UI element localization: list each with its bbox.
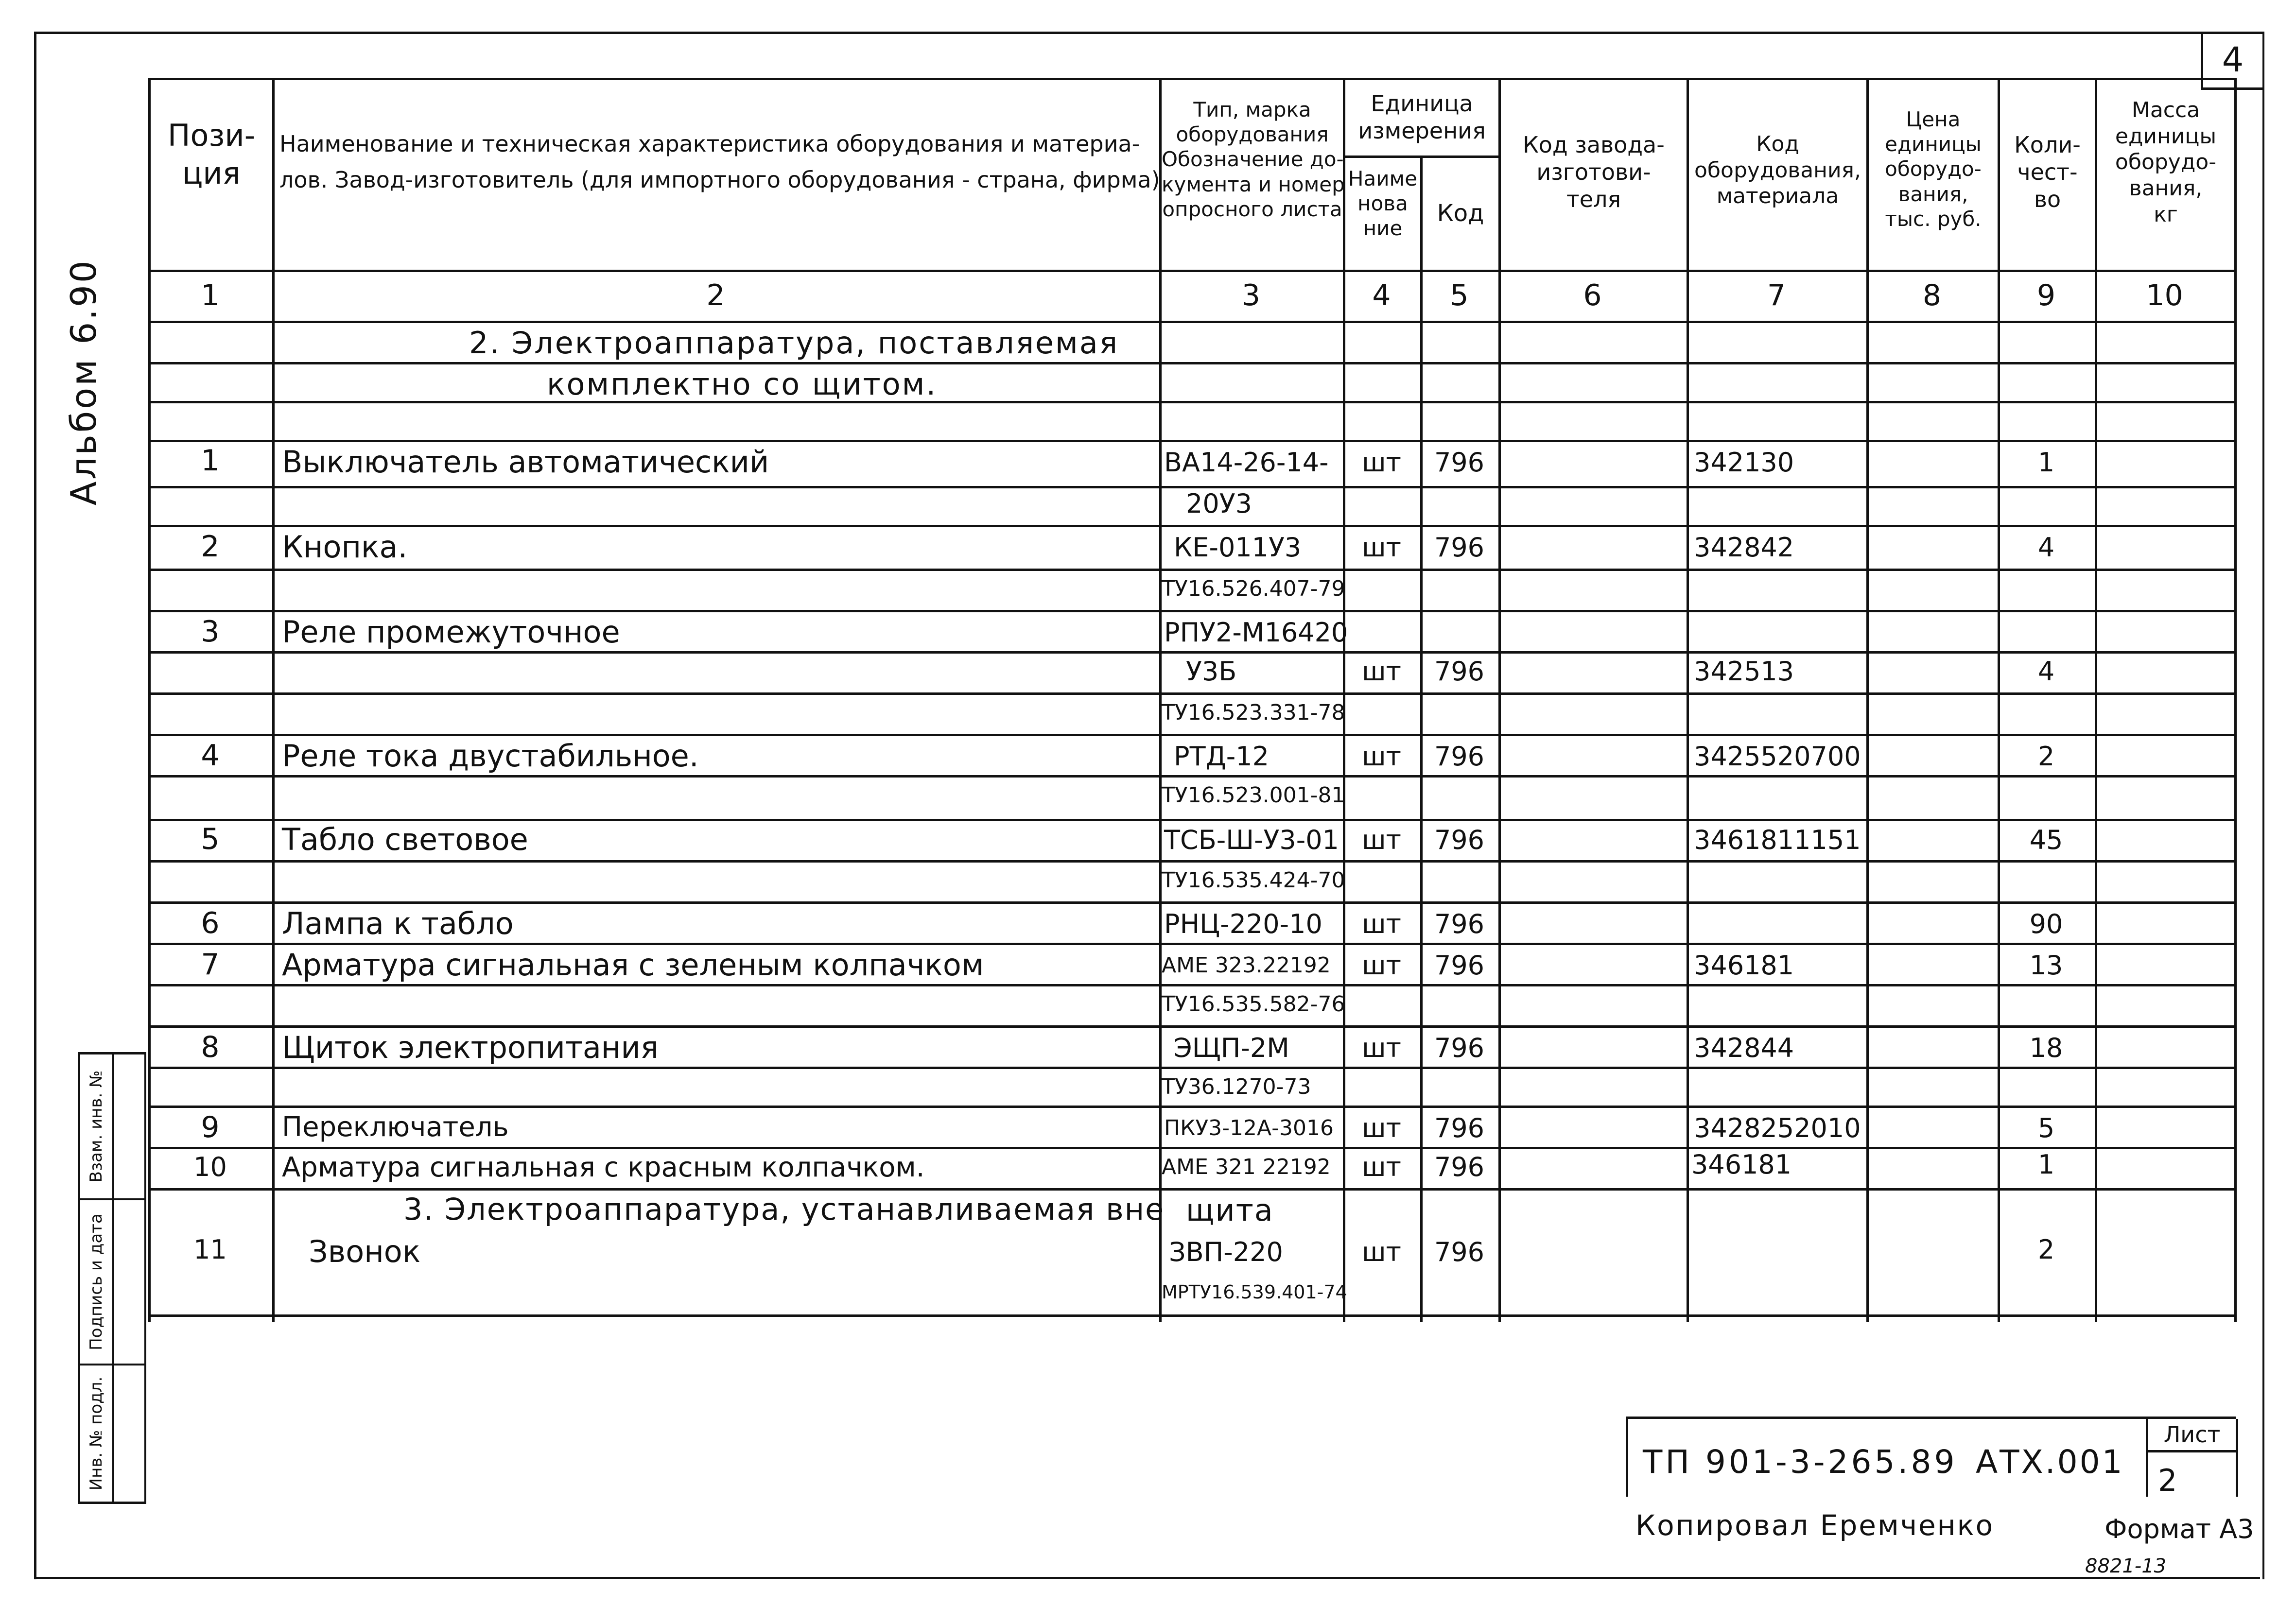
sheet-label: Лист [2148,1419,2236,1452]
stamp-label: Инв. № подл. [87,1376,106,1491]
header-line: Тип, марка [1193,98,1311,121]
item-material-code: 3428252010 [1694,1113,1861,1143]
header-line: Наиме [1348,167,1418,190]
document-code: АТХ.001 [1976,1443,2124,1481]
paper-format: Формат А3 [2105,1514,2254,1544]
grid-line [1866,78,1869,1322]
section-title-continued: щита [1186,1192,1274,1228]
approval-stamp [78,1052,146,1504]
item-unit: шт [1362,447,1401,478]
item-name: Арматура сигнальная с красным колпачком. [282,1152,925,1183]
item-material-code: 342842 [1694,532,1794,563]
grid-line [148,525,2237,527]
item-type: ТУ16.535.582-76 [1162,992,1345,1017]
header-line: оборудования [1176,122,1329,147]
column-number: 8 [1922,278,1942,312]
item-type: ЭЩП-2М [1174,1033,1289,1063]
header-unit-code: Код [1437,200,1484,227]
item-name: Переключатель [282,1111,509,1143]
header-line: оборудо- [2115,150,2217,175]
header-line: вания, [2129,176,2203,201]
item-unit-code: 796 [1434,656,1485,687]
grid-line [148,321,2237,323]
header-line: ция [182,155,241,191]
item-quantity: 5 [2037,1113,2055,1143]
item-type: КЕ-011У3 [1174,532,1302,563]
stamp-column [112,1054,146,1502]
grid-line [148,1147,2237,1149]
sheet-box [2146,1419,2238,1497]
section-title: 3. Электроаппаратура, устанавливаемая вне [403,1192,1165,1227]
item-quantity: 18 [2029,1033,2063,1063]
header-line: оборудо- [1885,157,1982,181]
item-unit: шт [1362,1113,1401,1143]
grid-line [1498,78,1501,1322]
item-material-code: 346181 [1694,950,1794,981]
grid-line [148,401,2237,403]
stamp-column [80,1054,114,1502]
item-unit-code: 796 [1434,1152,1485,1182]
header-line: Обозначение до- [1162,147,1344,172]
item-unit-code: 796 [1434,1113,1485,1143]
item-unit-code: 796 [1434,950,1485,981]
title-block [1626,1417,2236,1497]
item-position: 8 [201,1030,220,1064]
header-line: кг [2154,202,2178,227]
header-line: нова [1357,191,1408,216]
header-line: Наименование и техническая характеристика оборудования и материа- [279,131,1140,157]
header-line: теля [1566,186,1621,213]
header-line: чест- [2017,159,2078,186]
item-unit-code: 796 [1434,1033,1485,1063]
item-quantity: 90 [2029,909,2063,939]
header-line: единицы [1885,132,1982,156]
header-unit: Единица измерения [1358,90,1486,144]
item-unit: шт [1362,1033,1401,1063]
grid-line [148,860,2237,863]
grid-line [148,1314,2237,1317]
item-quantity: 1 [2037,1149,2055,1180]
item-unit: шт [1362,825,1401,855]
header-position [158,117,265,192]
item-quantity: 13 [2029,950,2063,981]
item-name: Лампа к табло [282,906,514,941]
item-name: Кнопка. [282,529,408,565]
item-unit-code: 796 [1434,741,1485,772]
grid-line [148,610,2237,612]
item-material-code: 342513 [1694,656,1794,687]
column-number: 2 [706,278,725,312]
header-name [279,126,1160,198]
header-line: ние [1363,216,1403,241]
item-position: 2 [201,530,220,564]
item-position: 3 [201,615,220,649]
header-line: кумента и номер [1162,172,1345,196]
header-mass [2097,97,2234,227]
item-type: ТСБ-Ш-У3-01 [1164,825,1339,855]
stamp-cell [112,1054,144,1200]
header-line: во [2034,186,2061,213]
item-material-code: 342130 [1694,447,1794,478]
item-unit-code: 796 [1434,532,1485,563]
section-title: комплектно со щитом. [547,366,938,402]
item-unit-code: 796 [1434,825,1485,855]
column-number: 1 [201,278,220,312]
item-quantity: 4 [2037,656,2055,687]
header-line: Пози- [167,118,256,153]
item-quantity: 45 [2029,825,2063,855]
header-line: опросного листа [1162,197,1342,221]
column-number: 5 [1450,278,1469,312]
item-unit-code: 796 [1434,909,1485,939]
item-material-code: 3425520700 [1694,741,1861,772]
item-type: РНЦ-220-10 [1164,909,1322,939]
item-name: Звонок [309,1234,421,1269]
item-type: АМЕ 323.22192 [1162,953,1331,978]
item-position: 4 [201,739,220,773]
item-unit: шт [1362,1237,1401,1267]
header-line: лов. Завод-изготовитель (для импортного оборудования - страна, фирма) [279,166,1160,193]
item-type: ТУ16.526.407-79 [1162,576,1345,601]
item-quantity: 2 [2037,741,2055,772]
item-type: ЗВП-220 [1169,1237,1283,1267]
grid-line [1159,78,1162,1322]
item-unit-code: 796 [1434,447,1485,478]
grid-line [272,78,275,1322]
item-quantity: 4 [2037,532,2055,563]
header-line: тыс. руб. [1885,207,1982,231]
header-quantity [2000,131,2095,213]
grid-line [148,901,2237,904]
item-unit: шт [1362,909,1401,939]
header-material-code [1689,131,1866,209]
item-name: Табло световое [282,822,528,857]
copied-by: Копировал Еремченко [1635,1509,1995,1542]
item-quantity: 2 [2037,1234,2055,1265]
column-number: 6 [1583,278,1602,312]
header-line: материала [1716,184,1839,209]
item-type: ТУ16.523.001-81 [1162,783,1345,808]
header-line: Код завода- [1523,132,1665,158]
column-number: 10 [2146,278,2183,312]
grid-line [148,692,2237,695]
column-number: 3 [1241,278,1261,312]
grid-line [148,1067,2237,1069]
project-code: ТП 901-3-265.89 [1643,1443,1958,1481]
grid-line [148,651,2237,654]
equipment-specification-table [148,78,2237,1322]
grid-line [148,984,2237,986]
item-type: РПУ2-М16420 [1164,617,1348,648]
item-quantity: 1 [2037,447,2055,478]
stamp-label: Подпись и дата [87,1213,106,1350]
item-type: ТУ16.523.331-78 [1162,700,1345,725]
item-position: 1 [201,444,220,478]
item-type: ВА14-26-14- [1164,447,1329,478]
item-position: 5 [201,822,220,856]
item-position: 6 [201,906,220,940]
grid-line [148,1106,2237,1108]
grid-line [148,440,2237,442]
item-material-code: 342844 [1694,1033,1794,1063]
item-position: 11 [193,1234,227,1265]
item-type: У3Б [1186,656,1237,687]
grid-line [148,270,2237,272]
sheet-number: 4 [2201,32,2262,90]
grid-line [148,1025,2237,1028]
grid-line [1687,78,1689,1322]
item-type: ТУ36.1270-73 [1162,1074,1311,1099]
item-name: Реле тока двустабильное. [282,738,699,774]
stamp-cell [80,1200,112,1365]
item-type: МРТУ16.539.401-74 [1162,1281,1347,1303]
item-unit-code: 796 [1434,1237,1485,1267]
header-line: изготови- [1536,159,1651,186]
grid-line [148,569,2237,571]
item-material-code: 346181 [1691,1149,1792,1180]
item-position: 7 [201,948,220,982]
item-type: ТУ16.535.424-70 [1162,868,1345,893]
grid-line [148,78,2237,80]
item-position: 10 [193,1152,227,1182]
stamp-cell [80,1365,112,1502]
item-unit: шт [1362,950,1401,981]
item-unit: шт [1362,741,1401,772]
header-line: единицы [2115,123,2217,149]
grid-line [2234,78,2237,1322]
item-name: Реле промежуточное [282,614,620,650]
item-type: 20У3 [1186,488,1252,519]
grid-line [148,1188,2237,1191]
item-unit: шт [1362,656,1401,687]
stamp-cell [80,1054,112,1200]
header-type [1162,97,1343,222]
header-line: вания, [1898,182,1968,206]
header-unit-name [1345,166,1420,241]
item-position: 9 [201,1110,220,1144]
item-name: Щиток электропитания [282,1030,659,1065]
column-number: 9 [2036,278,2056,312]
header-line: Масса [2131,98,2200,122]
grid-line [2095,78,2097,1322]
column-number: 4 [1372,278,1391,312]
item-name: Арматура сигнальная с зеленым колпачком [282,947,984,983]
item-name: Выключатель автоматический [282,444,769,480]
column-number: 7 [1767,278,1786,312]
sheet-value: 2 [2158,1463,2177,1498]
header-factory-code [1501,131,1687,213]
header-line: оборудования, [1694,157,1861,183]
item-unit: шт [1362,532,1401,563]
stamp-cell [112,1200,144,1365]
item-type: АМЕ 321 22192 [1162,1155,1331,1179]
grid-line [148,819,2237,821]
header-line: Код [1756,132,1799,156]
section-title: 2. Электроаппаратура, поставляемая [469,325,1119,361]
header-line: Цена [1906,107,1961,131]
header-line: Коли- [2014,132,2081,158]
item-unit: шт [1362,1152,1401,1182]
grid-line [148,734,2237,736]
grid-line [148,362,2237,364]
grid-line [148,775,2237,778]
item-type: РТД-12 [1174,741,1269,772]
item-type: ПКУ3-12А-3016 [1164,1116,1334,1140]
handwritten-note: 8821-13 [2085,1555,2167,1577]
header-price [1869,107,1998,231]
grid-line [1343,156,1498,158]
grid-line [148,943,2237,945]
stamp-label: Взам. инв. № [87,1070,106,1183]
album-label: Альбом 6.90 [63,259,104,505]
item-material-code: 3461811151 [1694,825,1861,855]
frame-bottom-line [34,1577,2260,1579]
